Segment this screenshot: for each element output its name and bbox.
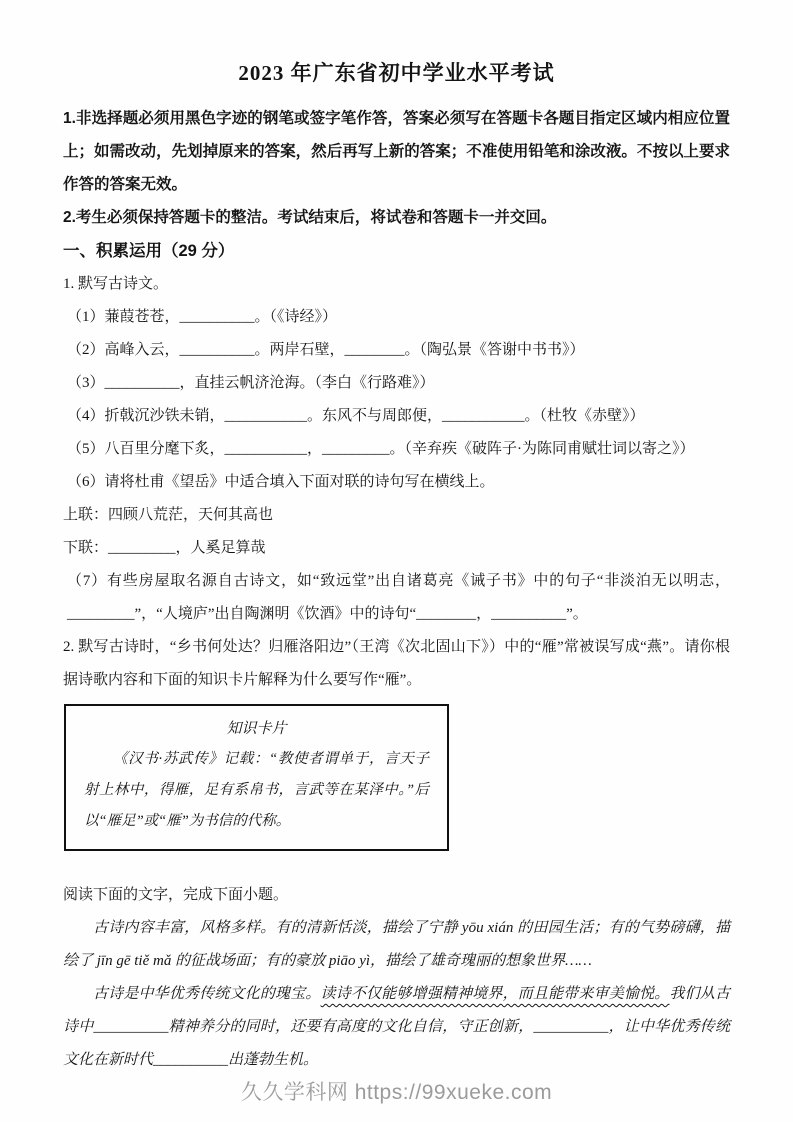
- page-content: [63, 58, 730, 1077]
- knowledge-card: [64, 704, 449, 851]
- q1-item-7: （7）有些房屋取名源自古诗文，如“致远堂”出自诸葛亮《诫子书》中的句子“非淡泊无以明志，_________”，“人境庐”出自陶渊明《饮酒》中的诗句“________，__________”。: [67, 573, 730, 622]
- reading-intro: 阅读下面的文字，完成下面小题。: [63, 887, 289, 903]
- couplet-lower: 下联：_________，人奚足算哉: [63, 540, 266, 556]
- q1-item-2: （2）高峰入云，__________。两岸石壁，________。（陶弘景《答谢中书书》）: [67, 342, 585, 358]
- q1-stem: 1. 默写古诗文。: [63, 276, 169, 292]
- reading-p2-wavy-underlined: 读诗不仅能够增强精神境界，而且能带来审美愉悦。: [320, 986, 670, 1002]
- knowledge-card-body: 《汉书·苏武传》记载：“教使者谓单于，言天子射上林中，得雁，足有系帛书，言武等在某泽中。”后以“雁足”或“雁”为书信的代称。: [84, 751, 429, 829]
- section-heading: 一、积累运用（29 分）: [63, 242, 235, 260]
- q1-item-3: （3）__________，直挂云帆济沧海。（李白《行路难》）: [67, 375, 435, 391]
- notice-2: 2.考生必须保持答题卡的整洁。考试结束后，将试卷和答题卡一并交回。: [63, 209, 557, 226]
- doc-title: 2023 年广东省初中学业水平考试: [238, 61, 555, 85]
- q2-stem: 2. 默写古诗时，“乡书何处达？归雁洛阳边”（王湾《次北固山下》）中的“雁”常被误写成“燕”。请你根据诗歌内容和下面的知识卡片解释为什么要写作“雁”。: [63, 639, 730, 688]
- notice-1: 1.非选择题必须用黑色字迹的钢笔或签字笔作答，答案必须写在答题卡各题目指定区域内相应位置上；如需改动，先划掉原来的答案，然后再写上新的答案；不准使用铅笔和涂改液。不按以上要求作答的答案无效。: [63, 110, 730, 193]
- reading-p2-post: 我们从古诗中__________精神养分的同时，还要有高度的文化自信，守正创新，__________，让中华优秀传统文化在新时代__________出蓬勃生机。: [63, 986, 730, 1068]
- couplet-upper: 上联：四顾八荒茫，天何其高也: [63, 507, 274, 523]
- q1-item-4: （4）折戟沉沙铁未销，___________。东风不与周郎便，___________。（杜牧《赤壁》）: [67, 408, 645, 424]
- q1-item-5: （5）八百里分麾下炙，___________，_________。（辛弃疾《破阵子·为陈同甫赋壮词以寄之》）: [67, 441, 695, 457]
- footer-watermark: 久久学科网 https://99xueke.com: [240, 1081, 553, 1104]
- reading-paragraph-1: 古诗内容丰富，风格多样。有的清新恬淡，描绘了宁静 yōu xián 的田园生活；有的气势磅礴，描绘了 jīn gē tiě mǎ 的征战场面；有的豪放 piāo yì，描绘了雄奇瑰丽的想象世界……: [63, 920, 730, 969]
- reading-p2-pre: 古诗是中华优秀传统文化的瑰宝。: [93, 986, 321, 1002]
- knowledge-card-title: 知识卡片: [226, 721, 287, 737]
- q1-item-1: （1）蒹葭苍苍，__________。（《诗经》）: [67, 309, 338, 325]
- q1-item-6: （6）请将杜甫《望岳》中适合填入下面对联的诗句写在横线上。: [67, 474, 495, 490]
- reading-paragraph-2: [63, 978, 730, 1077]
